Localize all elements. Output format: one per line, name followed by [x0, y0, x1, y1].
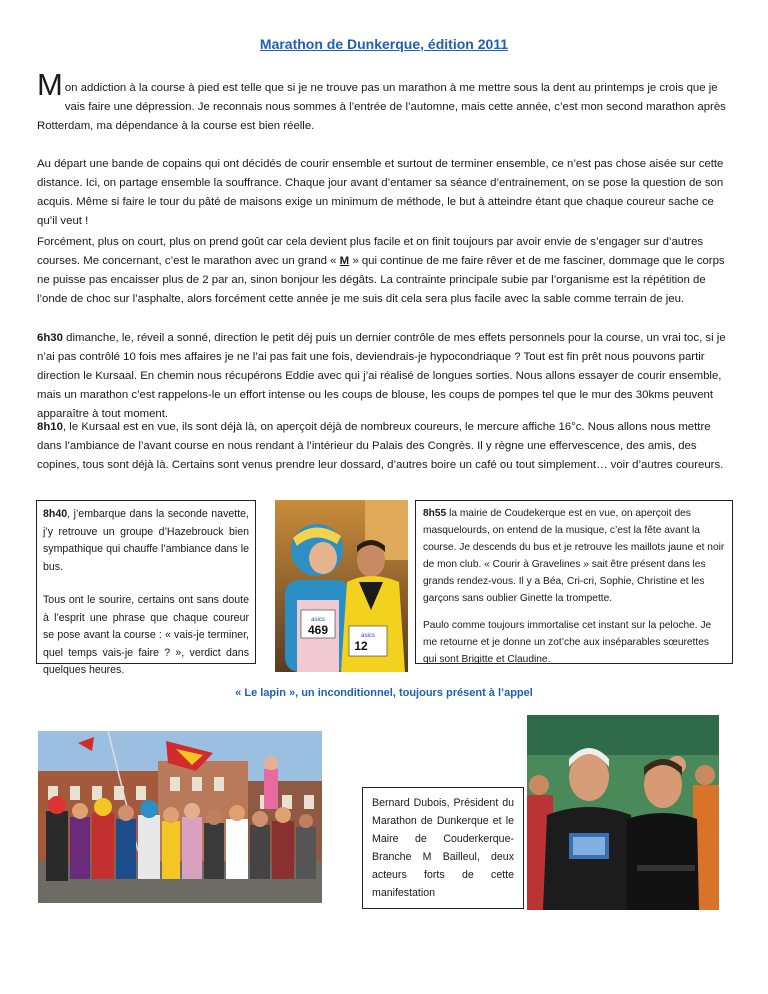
paragraph-intro-text: on addiction à la course à pied est telle que si je ne trouve pas un marathon à me mettre sous la dent au printemps je crois que je vais faire une dépression. Je reconnais nous sommes à l’entrée de l’automne, mais cette année, c’est mon second marathon après Rotterdam, ma dépendance à la course est bien réelle.	[37, 82, 726, 132]
time-8h55: 8h55	[423, 508, 447, 519]
drop-cap: M	[37, 67, 63, 102]
text-box-president-text: Bernard Dubois, Président du Marathon de Dunkerque et le Maire de Couderkerque-Branche M Bailleul, deux acteurs forts de cette manifestation	[372, 797, 514, 899]
time-8h10: 8h10	[37, 421, 63, 433]
paragraph-intro	[37, 67, 731, 132]
paragraph-marathon: Forcément, plus on court, plus on prend goût car cela devient plus facile et on finit toujours par avoir envie de s’engager sur d’autres courses. Me concernant, c’est le marathon avec un grand « M » qui continue de me faire rêver et de me fasciner, dommage que le corps ne puisse pas encaisser plus de 2 par an, sinon bonjour les dégâts. La contrainte principale subie par l’organisme est la répétition de l’onde de choc sur l’asphalte, alors forcément cette année je me suis dit cela sera plus facile avec la sable comme terrain de jeu.	[37, 236, 725, 305]
bib-number-2: 12	[354, 639, 368, 653]
bib-brand-2: asics	[361, 633, 375, 639]
time-6h30: 6h30	[37, 332, 63, 344]
time-8h40: 8h40	[43, 508, 68, 520]
text-box-president	[362, 787, 524, 909]
photo-caption: « Le lapin », un inconditionnel, toujours présent à l’appel	[235, 687, 533, 699]
paragraph-8h10: 8h10, le Kursaal est en vue, ils sont déjà là, on aperçoit déjà de nombreux coureurs, le mercure affiche 16°c. Nous allons nous mettre dans l’ambiance de l’avant course en nous rendant à l’intérieur du Palais des Congrès. Il y règne une effervescence, des amis, des copines, tous sont déjà là. Certains sont venus prendre leur dossard, d’autres boire un café ou tout simplement… voir d’autres coureurs.	[37, 421, 724, 471]
bib-brand-1: asics	[311, 617, 325, 623]
text-box-8h40-second: Tous ont le sourire, certains ont sans doute à l’esprit une phrase que chaque coureur se pose avant la course : « vais-je terminer, quel temps vais-je faire ? », verdict dans quelques heures.	[43, 594, 249, 676]
paragraph-depart: Au départ une bande de copains qui ont décidés de courir ensemble et surtout de terminer ensemble, ce n’est pas chose aisée sur cette distance. Ici, on partage ensemble la souffrance. Chaque jour avant d’entamer sa séance d’entrainement, on se pose la question de son acquis. Même si faire le tour du pâté de maisons exige un minimum de méthode, le but à atteindre étant que chaque coureur sache ce qu’il veut !	[37, 158, 724, 227]
highlight-letter: M	[339, 255, 350, 267]
photo-runners	[275, 500, 408, 672]
photo-president-mayor	[527, 715, 719, 910]
page-title: Marathon de Dunkerque, édition 2011	[259, 36, 509, 52]
carnival-illustration	[38, 731, 322, 903]
runners-illustration	[275, 500, 408, 672]
paragraph-6h30: 6h30 dimanche, le, réveil a sonné, direction le petit déj puis un dernier contrôle de mes effets personnels pour la course, un vrai toc, si je n’ai pas contrôlé 10 fois mes affaires je ne l’ai pas fait une fois, deviendrais-je hypocondriaque ? Tout est fin prêt nous pouvons partir direction le Kursaal. En chemin nous récupérons Eddie avec qui j’ai réalisé de longues sorties. Nous allons essayer de courir ensemble, mais un marathon c’est rappelons-le un effort intense ou les coups de blouse, les coups de pompes tel que le mur des 30kms peuvent apparaître à tout moment.	[37, 332, 726, 420]
bib-number-1: 469	[307, 623, 329, 637]
text-box-8h40: 8h40, j’embarque dans la seconde navette, j’y retrouve un groupe d’Hazebrouck bien sympathique qui chauffe l’ambiance dans le bus. Tous ont le sourire, certains ont sans doute à l’esprit une phrase que chaque coureur se pose avant la course : « vais-je terminer, quel temps vais-je faire ? », verdict dans quelques heures.	[36, 500, 256, 664]
officials-illustration	[527, 715, 719, 910]
photo-carnival-crowd	[38, 731, 322, 903]
text-box-8h55-second: Paulo comme toujours immortalise cet instant sur la peloche. Je me retourne et je donne un zot’che aux inséparables sœurettes qui sont Brigitte et Claudine.	[423, 620, 712, 665]
text-box-8h55: 8h55 la mairie de Coudekerque est en vue, on aperçoit des masquelourds, on entend de la musique, c’est la fête avant la course. Je descends du bus et je retrouve les maillots jaune et noir de mon club. « Courir à Gravelines » sait être présent dans les grands rendez-vous. Il y a Béa, Cri-cri, Sophie, Christine et les garçons sans oublier Ginette la trompette. Paulo comme toujours immortalise cet instant sur la peloche. Je me retourne et je donne un zot’che aux inséparables sœurettes qui sont Brigitte et Claudine.	[415, 500, 733, 664]
